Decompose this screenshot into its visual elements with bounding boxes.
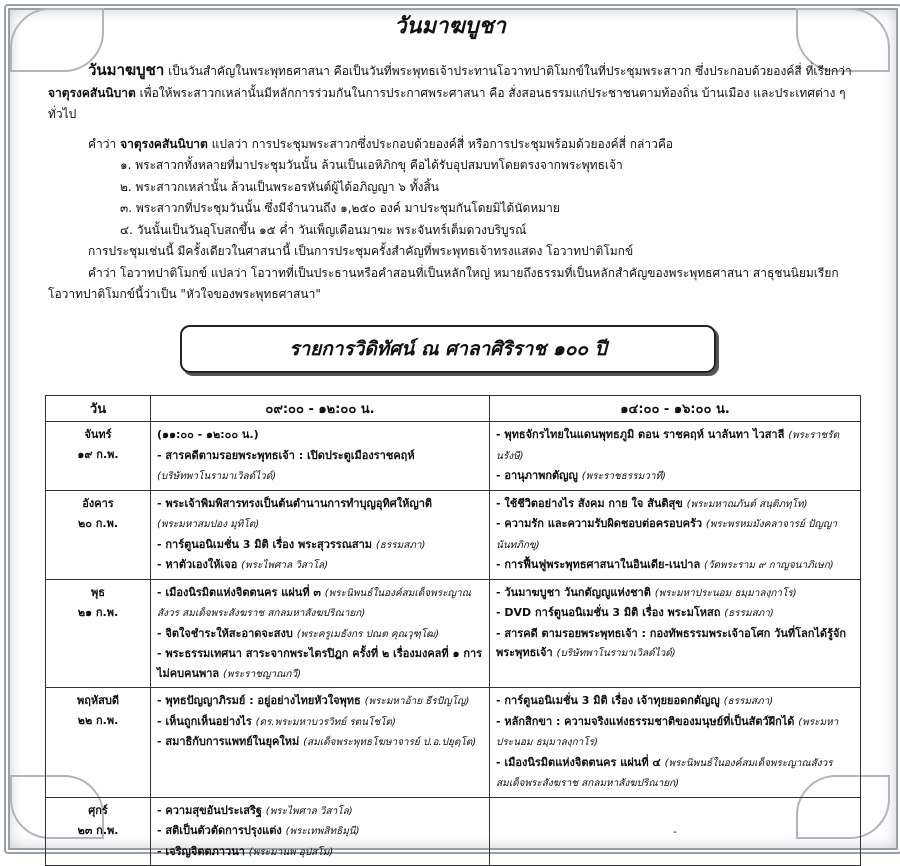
program-item — [496, 603, 854, 624]
program-item — [157, 732, 483, 753]
schedule-banner: รายการวิดิทัศน์ ณ ศาลาศิริราช ๑๐๐ ปี — [180, 325, 716, 373]
program-item — [496, 691, 854, 712]
program-title: - พุทธจักรไทยในแดนพุทธภูมิ ตอน ราชคฤห์ นาลันทา ไวสาลี — [496, 428, 789, 441]
table-row — [46, 490, 861, 579]
day-date: ๒๓ ก.พ. — [77, 823, 119, 837]
list-item: ๔. วันนั้นเป็นวันอุโบสถขึ้น ๑๕ ค่ำ วันเพ็ญเดือนมาฆะ พระจันทร์เต็มดวงบริบูรณ์ — [120, 222, 527, 237]
program-title: - ใช้ชีวิตอย่างไร สังคม กาย ใจ สันติสุข — [496, 496, 687, 510]
program-speaker: (ดร.พระมหาบวรวิทย์ รตนโชโต) — [255, 716, 396, 728]
morning-cell — [151, 490, 490, 579]
day-cell — [46, 579, 151, 688]
day-name: พฤหัสบดี — [76, 694, 119, 707]
morning-cell — [151, 422, 490, 491]
afternoon-cell — [490, 490, 861, 579]
day-cell — [46, 688, 151, 798]
afternoon-cell: - — [490, 797, 861, 866]
program-speaker: (พระมหาณภันต์ สนฺติภทฺโท) — [686, 498, 808, 510]
program-item — [496, 624, 854, 664]
program-speaker: (ธรรมสภา) — [724, 608, 774, 619]
program-title: - อานุภาพกตัญญู — [496, 469, 582, 482]
day-cell — [46, 797, 151, 866]
program-title: - สมาธิกับการแพทย์ในยุคใหม่ — [157, 735, 304, 748]
program-title: - สารคดี ตามรอยพระพุทธเจ้า : กองทัพธรรมพระเจ้าอโศก วันที่โลกได้รู้จักพระพุทธเจ้า — [496, 626, 847, 659]
header-morning: ๐๙:๐๐ - ๑๒:๐๐ น. — [151, 396, 490, 422]
morning-cell — [151, 797, 490, 866]
program-item — [157, 691, 483, 712]
table-row — [46, 797, 861, 866]
list-item: ๑. พระสาวกทั้งหลายที่มาประชุมวันนั้น ล้วนเป็นเอหิภิกขุ คือได้รับอุปสมบทโดยตรงจากพระพุทธเจ้า — [120, 158, 623, 172]
program-speaker: (พระครูเมธังกร ปณต คุณวุฑฺโฒ) — [296, 628, 440, 640]
table-header — [46, 396, 861, 422]
paragraph-4: คำว่า โอวาทปาติโมกข์ แปลว่า โอวาทที่เป็นประธานหรือคำสอนที่เป็นหลักใหญ่ หมายถึงธรรมที่เป็นหลักสำคัญของพระพุทธศาสนา สาธุชนนิยมเรียกโอวาทปาติโมกข์นี้ว่าเป็น "หัวใจของพระพุทธศาสนา" — [48, 265, 839, 301]
paragraph-2 — [48, 134, 860, 156]
program-speaker: (พระมหาสมปอง มุทิโต) — [157, 519, 260, 530]
program-title: - การฟื้นฟูพระพุทธศาสนาในอินเดีย-เนปาล — [496, 558, 705, 571]
lead-term: วันมาฆบูชา — [88, 61, 165, 79]
program-item — [496, 514, 854, 555]
program-item — [157, 842, 483, 863]
header-afternoon: ๑๔:๐๐ - ๑๖:๐๐ น. — [490, 396, 861, 422]
program-speaker: (พระไพศาล วิสาโล) — [265, 805, 353, 817]
schedule-table — [45, 395, 861, 866]
term: จาตุรงคสันนิบาต — [48, 85, 136, 100]
program-title: (๑๑:๐๐ - ๑๒:๐๐ น.) — [157, 428, 259, 441]
program-item — [157, 514, 483, 535]
program-title: - DVD การ์ตูนอนิเมชั่น 3 มิติ เรื่อง พระมโหสถ — [496, 606, 725, 619]
program-speaker: (สมเด็จพระพุทธโฆษาจารย์ ป.อ.ปยุตฺโต) — [303, 737, 477, 748]
text: เป็นวันสำคัญในพระพุทธศาสนา คือเป็นวันที่พระพุทธเจ้าประทานโอวาทปาติโมกข์ในที่ประชุมพระสาวก ซึ่งประกอบด้วยองค์สี่ ที่เรียกว่า — [164, 64, 852, 78]
program-speaker: (พระเทพสิทธิมุนี) — [285, 826, 360, 837]
program-title: - พุทธปัญญาภิรมย์ : อยู่อย่างไทยหัวใจพุทธ — [157, 694, 365, 707]
afternoon-cell — [490, 579, 861, 688]
program-speaker: (พระนิพนธ์ในองค์สมเด็จพระญาณสังวร สมเด็จพระสังฆราช สกลมหาสังฆปริณายก) — [157, 587, 471, 619]
list-item: ๒. พระสาวกเหล่านั้น ล้วนเป็นพระอรหันต์ผู้ได้อภิญญา ๖ ทั้งสิ้น — [120, 179, 440, 194]
program-title: - เมืองนิรมิตแห่งจิตตนคร แผ่นที่ ๔ — [496, 755, 665, 769]
program-title: - สารคดีตามรอยพระพุทธเจ้า : เปิดประตูเมืองราชคฤห์ — [157, 448, 415, 462]
program-speaker: (พระมหาประนอม ธมฺมาลงฺกาโร) — [654, 587, 797, 599]
program-speaker: (วัดพระราม ๙ กาญจนาภิเษก) — [704, 560, 834, 571]
program-title: - ความสุขอันประเสริฐ — [157, 803, 266, 817]
day-date: ๒๒ ก.พ. — [77, 714, 119, 727]
intro-text — [48, 60, 860, 306]
program-item — [157, 555, 483, 576]
program-speaker: (ธรรมสภา) — [375, 539, 426, 551]
program-title: - วันมาฆบูชา วันกตัญญูแห่งชาติ — [496, 585, 655, 599]
program-item — [496, 466, 854, 487]
program-speaker: (พระมหาประนอม ธมฺมาลงฺกาโร) — [496, 716, 839, 748]
program-item — [157, 446, 483, 467]
program-item — [157, 624, 483, 645]
program-title: - สติเป็นตัวตัดการปรุงแต่ง — [157, 824, 286, 837]
morning-cell — [151, 688, 490, 798]
program-speaker: (พระราชธรรมวาที) — [581, 471, 666, 482]
table-row — [46, 688, 861, 798]
program-speaker: (พระมานพ อุปสโม) — [248, 846, 334, 858]
program-speaker: (พระมหาอ้าย ธีรปัญโญ) — [364, 696, 470, 707]
paragraph-3: การประชุมเช่นนี้ มีครั้งเดียวในศาสนานี้ เป็นการประชุมครั้งสำคัญที่พระพุทธเจ้าทรงแสดง โอวาทปาติโมกข์ — [88, 244, 634, 258]
program-speaker: (บริษัทพาโนรามาเวิลด์ไวด์) — [157, 471, 277, 482]
list-item: ๓. พระสาวกที่ประชุมวันนั้น ซึ่งมีจำนวนถึง ๑,๒๕๐ องค์ มาประชุมกันโดยมิได้นัดหมาย — [120, 201, 560, 215]
text: แปลว่า การประชุมพระสาวกซึ่งประกอบด้วยองค์สี่ หรือการประชุมพร้อมด้วยองค์สี่ กล่าวคือ — [207, 136, 674, 151]
program-speaker: (พระราชญาณกวี) — [223, 668, 301, 680]
program-item — [157, 712, 483, 733]
program-item — [496, 753, 854, 794]
afternoon-cell — [490, 422, 861, 491]
program-title: - ความรัก และความรับผิดชอบต่อครอบครัว — [496, 517, 706, 530]
text: คำว่า — [88, 136, 121, 151]
program-speaker: (พระราชรัตนรังษี) — [496, 430, 840, 462]
program-item — [157, 583, 483, 624]
program-speaker: (พระนิพนธ์ในองค์สมเด็จพระญาณสังวร สมเด็จพระสังฆราช สกลมหาสังฆปริณายก) — [496, 757, 833, 789]
program-speaker: (บริษัทพาโนรามาเวิลด์ไวด์) — [556, 648, 676, 659]
text: เพื่อให้พระสาวกเหล่านั้นมีหลักการร่วมกันในการประกาศพระศาสนา คือ สั่งสอนธรรมแก่ประชาชนตามท้องถิ่น บ้านเมือง และประเทศต่าง ๆ ทั่วไป — [48, 85, 846, 121]
program-title: - เมืองนิรมิตแห่งจิตตนคร แผ่นที่ ๓ — [157, 585, 325, 599]
program-title: - พระธรรมเทศนา สาระจากพระไตรปิฎก ครั้งที่ ๒ เรื่องมงคลที่ ๑ การไม่คบคนพาล — [157, 647, 483, 680]
day-date: ๒๑ ก.พ. — [77, 605, 119, 619]
day-name: ศุกร์ — [88, 803, 108, 817]
page-title: วันมาฆบูชา — [394, 14, 506, 39]
program-item — [496, 425, 854, 466]
program-item — [496, 555, 854, 576]
program-item — [157, 644, 483, 684]
day-cell — [46, 422, 151, 491]
program-item — [157, 494, 483, 515]
program-item — [157, 801, 483, 822]
program-item — [496, 712, 854, 753]
program-title: - พระเจ้าพิมพิสารทรงเป็นต้นตำนานการทำบุญอุทิศให้ญาติ — [157, 496, 433, 510]
program-speaker: (พระไพศาล วิสาโล) — [241, 560, 329, 571]
table-row — [46, 579, 861, 688]
program-title: - หาตัวเองให้เจอ — [157, 558, 242, 571]
table-row — [46, 422, 861, 491]
program-title: - การ์ตูนอนิเมชั่น 3 มิติ เรื่อง เจ้าทุยยอดกตัญญู — [496, 694, 724, 707]
program-item — [157, 425, 483, 446]
day-name: อังคาร — [82, 496, 114, 510]
program-item — [496, 583, 854, 604]
term: จาตุรงคสันนิบาต — [120, 136, 208, 151]
afternoon-cell — [490, 688, 861, 798]
morning-cell — [151, 579, 490, 688]
day-date: ๑๙ ก.พ. — [77, 448, 119, 461]
program-speaker: (พระพรหมมังคลาจารย์ ปัญญานันทภิกขุ) — [496, 519, 838, 551]
day-cell — [46, 490, 151, 579]
program-title: - เห็นถูกเห็นอย่างไร — [157, 714, 256, 728]
program-item — [496, 494, 854, 515]
header-day: วัน — [46, 396, 151, 422]
program-item — [157, 466, 483, 487]
day-date: ๒๐ ก.พ. — [77, 516, 119, 530]
program-item — [157, 821, 483, 842]
program-speaker: (ธรรมสภา) — [723, 696, 774, 707]
program-title: - หลักสิกขา : ความจริงแห่งธรรมชาติของมนุษย์ที่เป็นสัตว์ฝึกได้ — [496, 714, 799, 728]
paragraph-1 — [48, 60, 860, 126]
program-item — [157, 535, 483, 556]
program-title: - การ์ตูนอนิเมชั่น 3 มิติ เรื่อง พระสุวรรณสาม — [157, 537, 376, 551]
day-name: พุธ — [91, 585, 105, 599]
day-name: จันทร์ — [84, 428, 112, 441]
program-title: - เจริญจิตตภาวนา — [157, 844, 249, 858]
program-title: - จิตใจชำระให้สะอาดจะสงบ — [157, 626, 297, 640]
